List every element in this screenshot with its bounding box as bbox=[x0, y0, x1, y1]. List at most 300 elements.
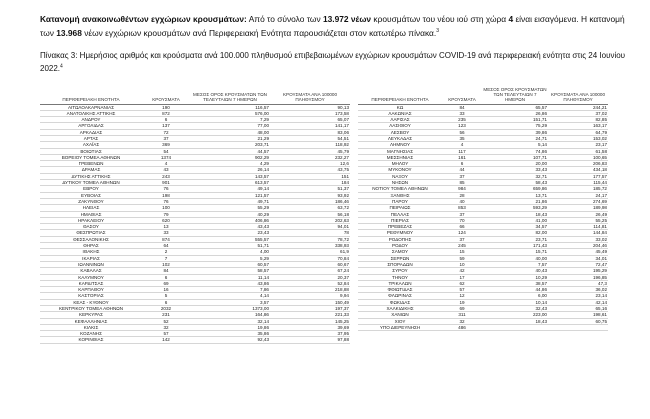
cell-seven-day-average: 164,86 bbox=[190, 312, 270, 318]
cell-cases: 69 bbox=[142, 280, 190, 286]
cell-per-100k: 163,17 bbox=[548, 123, 608, 129]
cell-unit: ΚΟΡΙΝΘΙΑΣ bbox=[40, 337, 142, 343]
cell-unit: ΑΝΔΡΟΥ bbox=[40, 117, 142, 123]
cell-cases: 37 bbox=[442, 173, 482, 179]
cell-seven-day-average: 13,71 bbox=[482, 192, 548, 198]
cell-per-100k: 82,85 bbox=[548, 117, 608, 123]
cell-per-100k: 34,01 bbox=[548, 255, 608, 261]
cell-unit: ΣΠΟΡΑΔΩΝ bbox=[358, 261, 442, 267]
cell-cases: 12 bbox=[442, 293, 482, 299]
cell-per-100k: 100,65 bbox=[548, 154, 608, 160]
table-caption-text: Πίνακας 3: Ημερήσιος αριθμός και κρούσματα ανά 100.000 πληθυσμού επιβεβαιωμένων εγχώριων κρουσμάτων COVID-19 ανά περιφερειακή ενότητα στις 24 Ιουνίου 2022. bbox=[40, 51, 626, 73]
cell-unit: ΑΝΑΤΟΛΙΚΗΣ ΑΤΤΙΚΗΣ bbox=[40, 110, 142, 116]
cell-seven-day-average: 116,57 bbox=[190, 104, 270, 110]
cell-cases: 198 bbox=[142, 192, 190, 198]
cell-per-100k: 12,6 bbox=[270, 161, 350, 167]
cell-per-100k: 189,98 bbox=[548, 205, 608, 211]
cell-unit: ΡΟΔΟΠΗΣ bbox=[358, 236, 442, 242]
cell-unit: ΕΥΒΟΙΑΣ bbox=[40, 192, 142, 198]
cell-cases: 102 bbox=[142, 261, 190, 267]
cell-unit: ΚΑΒΑΛΑΣ bbox=[40, 268, 142, 274]
cell-unit: ΘΑΣΟΥ bbox=[40, 224, 142, 230]
cell-cases: 44 bbox=[442, 167, 482, 173]
cell-per-100k: 97,88 bbox=[270, 337, 350, 343]
cell-unit: ΛΑΚΩΝΙΑΣ bbox=[358, 110, 442, 116]
cell-seven-day-average: 143,57 bbox=[190, 173, 270, 179]
cell-seven-day-average: 613,57 bbox=[190, 180, 270, 186]
cell-cases: 66 bbox=[442, 224, 482, 230]
cell-seven-day-average: 4,00 bbox=[190, 249, 270, 255]
cell-cases: 124 bbox=[442, 230, 482, 236]
cell-per-100k: 45,79 bbox=[270, 148, 350, 154]
cell-cases: 142 bbox=[142, 337, 190, 343]
cell-per-100k: 23,14 bbox=[548, 293, 608, 299]
cell-per-100k: 42,14 bbox=[548, 299, 608, 305]
cell-cases: 100 bbox=[142, 205, 190, 211]
cell-unit: ΛΑΡΙΣΑΣ bbox=[358, 117, 442, 123]
cell-unit: ΧΑΝΙΩΝ bbox=[358, 312, 442, 318]
cell-seven-day-average: 48,00 bbox=[190, 129, 270, 135]
cell-unit: ΚΕΡΚΥΡΑΣ bbox=[40, 312, 142, 318]
cell-per-100k: 198,61 bbox=[548, 312, 608, 318]
cell-cases: 42 bbox=[442, 268, 482, 274]
cell-seven-day-average: 223,00 bbox=[482, 312, 548, 318]
cell-seven-day-average: 60,57 bbox=[190, 261, 270, 267]
cell-cases: 15 bbox=[442, 249, 482, 255]
cell-cases: 6 bbox=[142, 117, 190, 123]
cell-cases: 85 bbox=[442, 180, 482, 186]
cell-unit: ΦΩΚΙΔΑΣ bbox=[358, 299, 442, 305]
cell-per-100k: 338,93 bbox=[270, 243, 350, 249]
cell-seven-day-average: 19,86 bbox=[190, 324, 270, 330]
header-seven-day-average: ΜΕΣΟΣ ΟΡΟΣ ΚΡΟΥΣΜΑΤΩΝ ΤΩΝ ΤΕΛΕΥΤΑΙΩΝ 7 ΗΜΕΡΩΝ bbox=[190, 84, 270, 104]
cell-seven-day-average: 23,43 bbox=[190, 230, 270, 236]
cell-per-100k: 204,46 bbox=[548, 243, 608, 249]
cell-unit: ΣΕΡΡΩΝ bbox=[358, 255, 442, 261]
cell-cases: 84 bbox=[442, 104, 482, 110]
cell-per-100k: 37,95 bbox=[270, 331, 350, 337]
cell-cases: 70 bbox=[442, 217, 482, 223]
cell-seven-day-average: 7,86 bbox=[190, 287, 270, 293]
cell-per-100k: 141,17 bbox=[270, 123, 350, 129]
cell-unit: ΣΑΜΟΥ bbox=[358, 249, 442, 255]
cell-cases: 33 bbox=[142, 230, 190, 236]
cell-seven-day-average: 5,14 bbox=[482, 142, 548, 148]
cell-unit: ΦΘΙΩΤΙΔΑΣ bbox=[358, 287, 442, 293]
cell-cases: 1374 bbox=[142, 154, 190, 160]
cell-seven-day-average: 82,00 bbox=[482, 230, 548, 236]
cell-unit: ΚΕΝΤΡΙΚΟΥ ΤΟΜΕΑ ΑΘΗΝΩΝ bbox=[40, 306, 142, 312]
cell-cases: 243 bbox=[142, 173, 190, 179]
cell-seven-day-average: 38,57 bbox=[482, 280, 548, 286]
intro-total-new: 13.972 νέων bbox=[322, 14, 372, 24]
intro-text-3: είναι εισαγόμενα. Η κατανομή των bbox=[40, 14, 625, 38]
cases-table-right bbox=[358, 84, 608, 331]
cell-per-100k: 23,17 bbox=[548, 142, 608, 148]
cell-per-100k: 65,16 bbox=[548, 306, 608, 312]
cell-unit: ΝΗΣΩΝ bbox=[358, 180, 442, 186]
cell-seven-day-average: 34,57 bbox=[482, 224, 548, 230]
cell-cases: 69 bbox=[442, 306, 482, 312]
cell-cases: 486 bbox=[442, 324, 482, 330]
cell-per-100k: 151 bbox=[270, 173, 350, 179]
cell-seven-day-average: 40,29 bbox=[190, 211, 270, 217]
cell-cases: 40 bbox=[442, 198, 482, 204]
cell-seven-day-average: 24,71 bbox=[482, 135, 548, 141]
cell-seven-day-average: 75,29 bbox=[482, 123, 548, 129]
table-row bbox=[40, 337, 350, 343]
cell-seven-day-average: 15,71 bbox=[482, 249, 548, 255]
cell-unit: ΚΟΖΑΝΗΣ bbox=[40, 331, 142, 337]
cell-cases: 369 bbox=[142, 142, 190, 148]
cell-per-100k: 93,92 bbox=[270, 192, 350, 198]
cell-seven-day-average: 41,00 bbox=[482, 217, 548, 223]
cell-cases: 59 bbox=[442, 255, 482, 261]
cell-unit: ΖΑΚΥΝΘΟΥ bbox=[40, 198, 142, 204]
cell-unit: ΕΒΡΟΥ bbox=[40, 186, 142, 192]
cell-seven-day-average: 3,57 bbox=[190, 299, 270, 305]
cell-per-100k: 434,18 bbox=[548, 167, 608, 173]
cell-unit: ΘΗΡΑΣ bbox=[40, 243, 142, 249]
cell-cases: 311 bbox=[442, 312, 482, 318]
intro-lead: Κατανομή ανακοινωθέντων εγχώριων κρουσμάτων: bbox=[40, 14, 247, 24]
cell-seven-day-average: 44,86 bbox=[482, 287, 548, 293]
cell-cases: 235 bbox=[442, 117, 482, 123]
cell-seven-day-average: 555,57 bbox=[190, 236, 270, 242]
cell-per-100k: 244,21 bbox=[548, 104, 608, 110]
table-header-row bbox=[358, 84, 608, 104]
cell-unit: ΗΛΕΙΑΣ bbox=[40, 205, 142, 211]
cell-seven-day-average: 33,43 bbox=[482, 167, 548, 173]
cell-unit: ΚΑΡΔΙΤΣΑΣ bbox=[40, 280, 142, 286]
cell-unit: ΡΕΘΥΜΝΟΥ bbox=[358, 230, 442, 236]
cell-per-100k: 185,72 bbox=[548, 186, 608, 192]
caption-footnote-ref: 4 bbox=[60, 62, 63, 69]
cell-cases: 117 bbox=[442, 148, 482, 154]
cell-cases: 64 bbox=[142, 243, 190, 249]
cell-seven-day-average: 4,14 bbox=[190, 293, 270, 299]
cell-unit: ΔΡΑΜΑΣ bbox=[40, 167, 142, 173]
cell-cases: 62 bbox=[442, 280, 482, 286]
cell-per-100k: 144,84 bbox=[548, 230, 608, 236]
cell-seven-day-average: 23,71 bbox=[482, 236, 548, 242]
cell-per-100k: 61,9 bbox=[270, 249, 350, 255]
cell-seven-day-average: 151,71 bbox=[482, 117, 548, 123]
cell-unit: ΙΚΑΡΙΑΣ bbox=[40, 255, 142, 261]
cell-cases: 76 bbox=[142, 186, 190, 192]
cell-seven-day-average: 43,86 bbox=[190, 280, 270, 286]
cell-cases: 161 bbox=[442, 154, 482, 160]
cell-cases: 28 bbox=[442, 192, 482, 198]
cell-per-100k: 78 bbox=[270, 230, 350, 236]
cell-seven-day-average: 49,71 bbox=[190, 198, 270, 204]
cell-per-100k: 90,13 bbox=[270, 104, 350, 110]
cell-cases: 19 bbox=[442, 299, 482, 305]
cell-cases: 17 bbox=[442, 274, 482, 280]
cell-seven-day-average: 32,14 bbox=[190, 318, 270, 324]
cell-unit: ΧΑΛΚΙΔΙΚΗΣ bbox=[358, 306, 442, 312]
cell-cases: 137 bbox=[142, 123, 190, 129]
cell-per-100k: 56,18 bbox=[270, 211, 350, 217]
cell-seven-day-average: 171,43 bbox=[482, 243, 548, 249]
cell-unit: ΤΡΙΚΑΛΩΝ bbox=[358, 280, 442, 286]
cell-per-100k: 196,85 bbox=[548, 274, 608, 280]
cell-per-100k: 150,49 bbox=[270, 299, 350, 305]
cell-unit: ΛΗΜΝΟΥ bbox=[358, 142, 442, 148]
cell-per-100k: 61,58 bbox=[548, 148, 608, 154]
cell-per-100k: 63,72 bbox=[270, 205, 350, 211]
cell-cases: 37 bbox=[442, 236, 482, 242]
cell-seven-day-average: 21,86 bbox=[482, 198, 548, 204]
cell-seven-day-average: 576,00 bbox=[190, 110, 270, 116]
cell-per-100k: 36,02 bbox=[548, 287, 608, 293]
cell-unit: ΑΡΓΟΛΙΔΑΣ bbox=[40, 123, 142, 129]
cell-unit: ΚΑΛΥΜΝΟΥ bbox=[40, 274, 142, 280]
cell-cases: 57 bbox=[442, 287, 482, 293]
cell-per-100k: 184 bbox=[270, 180, 350, 186]
table-row bbox=[358, 324, 608, 330]
table-header-row bbox=[40, 84, 350, 104]
cell-cases: 84 bbox=[142, 268, 190, 274]
cell-unit: ΜΕΣΣΗΝΙΑΣ bbox=[358, 154, 442, 160]
cell-seven-day-average: 18,43 bbox=[482, 318, 548, 324]
cell-cases: 901 bbox=[142, 180, 190, 186]
cell-cases: 57 bbox=[142, 331, 190, 337]
cell-seven-day-average: 1373,00 bbox=[190, 306, 270, 312]
cell-cases: 620 bbox=[142, 217, 190, 223]
cell-per-100k: 37,02 bbox=[548, 110, 608, 116]
cell-seven-day-average: 32,43 bbox=[482, 306, 548, 312]
cell-unit: ΚΑΡΠΑΘΟΥ bbox=[40, 287, 142, 293]
cell-per-100k: 72,47 bbox=[548, 261, 608, 267]
intro-domestic: 13.968 bbox=[56, 28, 82, 38]
cell-per-100k: 118,92 bbox=[270, 142, 350, 148]
cell-cases: 2032 bbox=[142, 306, 190, 312]
cell-seven-day-average: 21,29 bbox=[190, 135, 270, 141]
cell-per-100k: 52,84 bbox=[270, 280, 350, 286]
cell-unit: ΜΥΚΟΝΟΥ bbox=[358, 167, 442, 173]
cell-cases: 79 bbox=[142, 211, 190, 217]
cell-unit: ΚΕΑΣ - ΚΥΘΝΟΥ bbox=[40, 299, 142, 305]
cell-cases: 52 bbox=[142, 318, 190, 324]
cell-seven-day-average: 65,57 bbox=[482, 104, 548, 110]
cell-cases: 874 bbox=[142, 236, 190, 242]
cell-unit: ΒΟΡΕΙΟΥ ΤΟΜΕΑ ΑΘΗΝΩΝ bbox=[40, 154, 142, 160]
cell-cases: 33 bbox=[442, 110, 482, 116]
cell-cases: 37 bbox=[142, 135, 190, 141]
cell-per-100k: 274,69 bbox=[548, 198, 608, 204]
cell-seven-day-average: 20,00 bbox=[482, 161, 548, 167]
cell-seven-day-average: 5,29 bbox=[190, 255, 270, 261]
cases-table-left bbox=[40, 84, 350, 344]
cell-unit: ΑΙΤΩΛΟΑΚΑΡΝΑΝΙΑΣ bbox=[40, 104, 142, 110]
cell-per-100k: 83,06 bbox=[270, 129, 350, 135]
cell-per-100k: 232,27 bbox=[270, 154, 350, 160]
cell-per-100k bbox=[548, 324, 608, 330]
cell-per-100k: 206,83 bbox=[548, 161, 608, 167]
cell-per-100k: 202,63 bbox=[270, 217, 350, 223]
cell-cases: 853 bbox=[442, 205, 482, 211]
intro-paragraph bbox=[40, 12, 630, 40]
cell-per-100k: 186,46 bbox=[270, 198, 350, 204]
cell-seven-day-average: 10,14 bbox=[482, 299, 548, 305]
cell-cases: 16 bbox=[142, 287, 190, 293]
cell-seven-day-average: 58,57 bbox=[190, 268, 270, 274]
cell-seven-day-average: 74,86 bbox=[482, 148, 548, 154]
intro-text-2: κρουσμάτων του νέου ιού στη χώρα bbox=[371, 14, 509, 24]
cell-cases: 6 bbox=[142, 299, 190, 305]
cell-cases: 6 bbox=[442, 161, 482, 167]
cell-per-100k: 54,51 bbox=[270, 135, 350, 141]
cell-seven-day-average: 26,14 bbox=[190, 167, 270, 173]
cell-cases: 13 bbox=[142, 224, 190, 230]
cell-cases: 2 bbox=[142, 249, 190, 255]
cell-unit: ΠΕΙΡΑΙΩΣ bbox=[358, 205, 442, 211]
cell-seven-day-average: 10,29 bbox=[482, 274, 548, 280]
cell-cases: 54 bbox=[142, 148, 190, 154]
cell-unit: ΒΟΙΩΤΙΑΣ bbox=[40, 148, 142, 154]
cell-per-100k: 65,07 bbox=[270, 117, 350, 123]
cell-seven-day-average: 107,71 bbox=[482, 154, 548, 160]
cell-per-100k: 70,84 bbox=[270, 255, 350, 261]
cell-seven-day-average: 11,14 bbox=[190, 274, 270, 280]
cell-per-100k: 94,01 bbox=[270, 224, 350, 230]
cell-cases: 32 bbox=[142, 324, 190, 330]
cell-per-100k: 24,17 bbox=[548, 192, 608, 198]
cell-per-100k: 145,25 bbox=[270, 318, 350, 324]
cell-unit: ΑΡΤΑΣ bbox=[40, 135, 142, 141]
cell-unit: ΗΡΑΚΛΕΙΟΥ bbox=[40, 217, 142, 223]
cell-cases: 245 bbox=[442, 243, 482, 249]
cell-per-100k: 26,49 bbox=[548, 211, 608, 217]
cell-per-100k: 177,57 bbox=[548, 173, 608, 179]
cell-per-100k: 55,25 bbox=[548, 217, 608, 223]
cell-unit: ΝΑΞΟΥ bbox=[358, 173, 442, 179]
cell-per-100k: 51,37 bbox=[270, 186, 350, 192]
cell-seven-day-average: 55,29 bbox=[190, 205, 270, 211]
cell-per-100k: 221,33 bbox=[270, 312, 350, 318]
cell-per-100k: 173,58 bbox=[270, 110, 350, 116]
cell-unit: ΚΙΛΚΙΣ bbox=[40, 324, 142, 330]
cell-seven-day-average: 77,00 bbox=[190, 123, 270, 129]
cell-per-100k: 20,37 bbox=[270, 274, 350, 280]
cell-seven-day-average: 32,71 bbox=[482, 173, 548, 179]
cell-per-100k: 197,37 bbox=[270, 306, 350, 312]
cell-unit: ΙΩΑΝΝΙΝΩΝ bbox=[40, 261, 142, 267]
cell-per-100k: 47,3 bbox=[548, 280, 608, 286]
cell-per-100k: 60,67 bbox=[270, 261, 350, 267]
cell-unit: ΚΕΦΑΛΛΗΝΙΑΣ bbox=[40, 318, 142, 324]
cell-cases: 5 bbox=[142, 293, 190, 299]
cell-per-100k: 60,75 bbox=[548, 318, 608, 324]
cell-cases: 231 bbox=[142, 312, 190, 318]
cell-cases: 37 bbox=[442, 211, 482, 217]
cell-unit: ΛΑΣΙΘΙΟΥ bbox=[358, 123, 442, 129]
cell-unit: ΑΡΚΑΔΙΑΣ bbox=[40, 129, 142, 135]
cell-seven-day-average: 58,43 bbox=[482, 180, 548, 186]
cell-per-100k: 45,49 bbox=[548, 249, 608, 255]
cell-seven-day-average: 35,86 bbox=[190, 331, 270, 337]
cell-seven-day-average: 902,29 bbox=[190, 154, 270, 160]
cell-unit: ΠΙΕΡΙΑΣ bbox=[358, 217, 442, 223]
cell-per-100k: 114,81 bbox=[548, 224, 608, 230]
header-per-100k: ΚΡΟΥΣΜΑΤΑ ΑΝΑ 100000 ΠΛΗΘΥΣΜΟΥ bbox=[548, 84, 608, 104]
cell-cases: 190 bbox=[142, 104, 190, 110]
intro-text-4: νέων εγχώριων κρουσμάτων ανά Περιφερειακή Ενότητα παρουσιάζεται στον κατωτέρω πίνακα. bbox=[81, 28, 437, 38]
cell-unit: ΔΥΤΙΚΗΣ ΑΤΤΙΚΗΣ bbox=[40, 173, 142, 179]
cell-cases: 35 bbox=[442, 135, 482, 141]
cell-unit: ΙΘΑΚΗΣ bbox=[40, 249, 142, 255]
cell-unit: ΛΕΥΚΑΔΑΣ bbox=[358, 135, 442, 141]
cell-unit: ΦΛΩΡΙΝΑΣ bbox=[358, 293, 442, 299]
cell-per-100k: 9,94 bbox=[270, 293, 350, 299]
cell-per-100k: 195,29 bbox=[548, 268, 608, 274]
cell-seven-day-average: 406,86 bbox=[190, 217, 270, 223]
cell-unit: ΜΑΓΝΗΣΙΑΣ bbox=[358, 148, 442, 154]
cell-cases: 123 bbox=[442, 123, 482, 129]
cell-per-100k: 43,75 bbox=[270, 167, 350, 173]
cell-seven-day-average: 49,14 bbox=[190, 186, 270, 192]
cell-seven-day-average: 51,71 bbox=[190, 243, 270, 249]
cell-unit: ΔΥΤΙΚΟΥ ΤΟΜΕΑ ΑΘΗΝΩΝ bbox=[40, 180, 142, 186]
cell-unit: ΓΡΕΒΕΝΩΝ bbox=[40, 161, 142, 167]
cell-cases: 72 bbox=[142, 129, 190, 135]
cell-per-100k: 67,24 bbox=[270, 268, 350, 274]
cell-cases: 76 bbox=[142, 198, 190, 204]
cell-unit: ΑΧΑΪΑΣ bbox=[40, 142, 142, 148]
cell-unit: ΚΩ bbox=[358, 104, 442, 110]
header-cases: ΚΡΟΥΣΜΑΤΑ bbox=[442, 84, 482, 104]
intro-imported: 4 bbox=[508, 14, 514, 24]
cell-unit: ΠΑΡΟΥ bbox=[358, 198, 442, 204]
cell-per-100k: 33,02 bbox=[548, 236, 608, 242]
cell-unit: ΛΕΣΒΟΥ bbox=[358, 129, 442, 135]
cell-seven-day-average: 7,57 bbox=[482, 261, 548, 267]
cell-unit: ΡΟΔΟΥ bbox=[358, 243, 442, 249]
header-cases: ΚΡΟΥΣΜΑΤΑ bbox=[142, 84, 190, 104]
cell-seven-day-average: 26,86 bbox=[482, 110, 548, 116]
cell-seven-day-average: 43,43 bbox=[190, 224, 270, 230]
cell-cases: 984 bbox=[442, 186, 482, 192]
cell-seven-day-average: 44,57 bbox=[190, 148, 270, 154]
cell-unit: ΗΜΑΘΙΑΣ bbox=[40, 211, 142, 217]
intro-text-1: Από το σύνολο των bbox=[246, 14, 323, 24]
cell-per-100k: 78,72 bbox=[270, 236, 350, 242]
cell-unit: ΧΙΟΥ bbox=[358, 318, 442, 324]
cell-unit: ΘΕΣΣΑΛΟΝΙΚΗΣ bbox=[40, 236, 142, 242]
cell-cases: 4 bbox=[442, 142, 482, 148]
cell-cases: 56 bbox=[442, 129, 482, 135]
cell-seven-day-average: 40,00 bbox=[482, 255, 548, 261]
cell-seven-day-average: 18,43 bbox=[482, 211, 548, 217]
cell-cases: 32 bbox=[442, 318, 482, 324]
cell-cases: 10 bbox=[442, 261, 482, 267]
cell-cases: 872 bbox=[142, 110, 190, 116]
cell-seven-day-average: 659,86 bbox=[482, 186, 548, 192]
cell-per-100k: 153,02 bbox=[548, 135, 608, 141]
cell-unit: ΝΟΤΙΟΥ ΤΟΜΕΑ ΑΘΗΝΩΝ bbox=[358, 186, 442, 192]
cell-cases: 4 bbox=[142, 161, 190, 167]
header-unit: ΠΕΡΙΦΕΡΕΙΑΚΗ ΕΝΟΤΗΤΑ bbox=[40, 84, 142, 104]
cell-unit: ΠΕΛΛΑΣ bbox=[358, 211, 442, 217]
cell-seven-day-average: 92,43 bbox=[190, 337, 270, 343]
cell-per-100k: 218,88 bbox=[270, 287, 350, 293]
header-per-100k: ΚΡΟΥΣΜΑΤΑ ΑΝΑ 100000 ΠΛΗΘΥΣΜΟΥ bbox=[270, 84, 350, 104]
cell-seven-day-average: 593,29 bbox=[482, 205, 548, 211]
cell-unit: ΣΥΡΟΥ bbox=[358, 268, 442, 274]
table-caption bbox=[40, 50, 630, 75]
cell-seven-day-average: 7,29 bbox=[190, 117, 270, 123]
